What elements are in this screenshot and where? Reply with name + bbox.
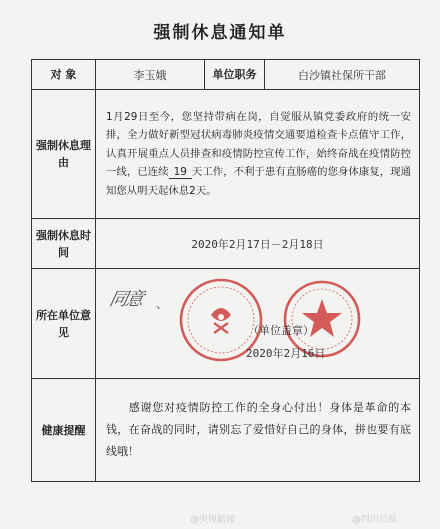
label-health-reminder: 健康提醒 — [32, 379, 96, 482]
handwritten-signature: 同意 — [107, 289, 144, 310]
unit-opinion-cell: 同意 、 （单位盖章） 2020年2月16日 — [96, 269, 420, 379]
row-unit-opinion — [32, 269, 420, 379]
recipient-name: 李玉娥 — [96, 60, 205, 90]
watermark-scdaily: @四川日报 — [352, 515, 398, 525]
label-unit-opinion: 所在单位意见 — [32, 269, 96, 379]
reason-text — [96, 90, 420, 219]
label-reason: 强制休息理由 — [32, 90, 96, 219]
watermark-cctv: @央视新闻 — [190, 515, 236, 525]
health-reminder-content: 感谢您对疫情防控工作的全身心付出！身体是革命的本钱，在奋战的同时，请别忘了爱惜好自己的身体，拼也要有底线哦！ — [106, 401, 411, 458]
rest-time-value: 2020年2月17日－2月18日 — [96, 219, 420, 269]
document-title: 强制休息通知单 — [153, 23, 287, 43]
notice-form-table — [31, 59, 420, 482]
label-unit-position: 单位职务 — [205, 60, 265, 90]
row-rest-time — [32, 219, 420, 269]
reason-text-part1: 1月29日至今，您坚持带病在岗，自觉服从镇党委政府的统一安排，全力做好新型冠状病毒肺炎疫情交通要道检查卡点值守工作，认真开展重点人员排查和疫情防控宣传工作，始终奋战在疫情防控一线，已连续 — [106, 110, 411, 179]
label-recipient: 对 象 — [32, 60, 96, 90]
row-reason — [32, 90, 420, 219]
opinion-date: 2020年2月16日 — [246, 347, 326, 360]
health-reminder-text — [96, 379, 420, 482]
unit-position-value: 白沙镇社保所干部 — [265, 60, 420, 90]
label-rest-time: 强制休息时间 — [32, 219, 96, 269]
row-health-reminder — [32, 379, 420, 482]
days-count: 19 — [169, 166, 192, 179]
reason-text-part2: 天工作，不利于患有直肠癌的您身体康复，现通知您从明天起休息2天。 — [106, 166, 412, 197]
stamp-note: （单位盖章） — [248, 324, 314, 337]
row-recipient — [32, 60, 420, 90]
